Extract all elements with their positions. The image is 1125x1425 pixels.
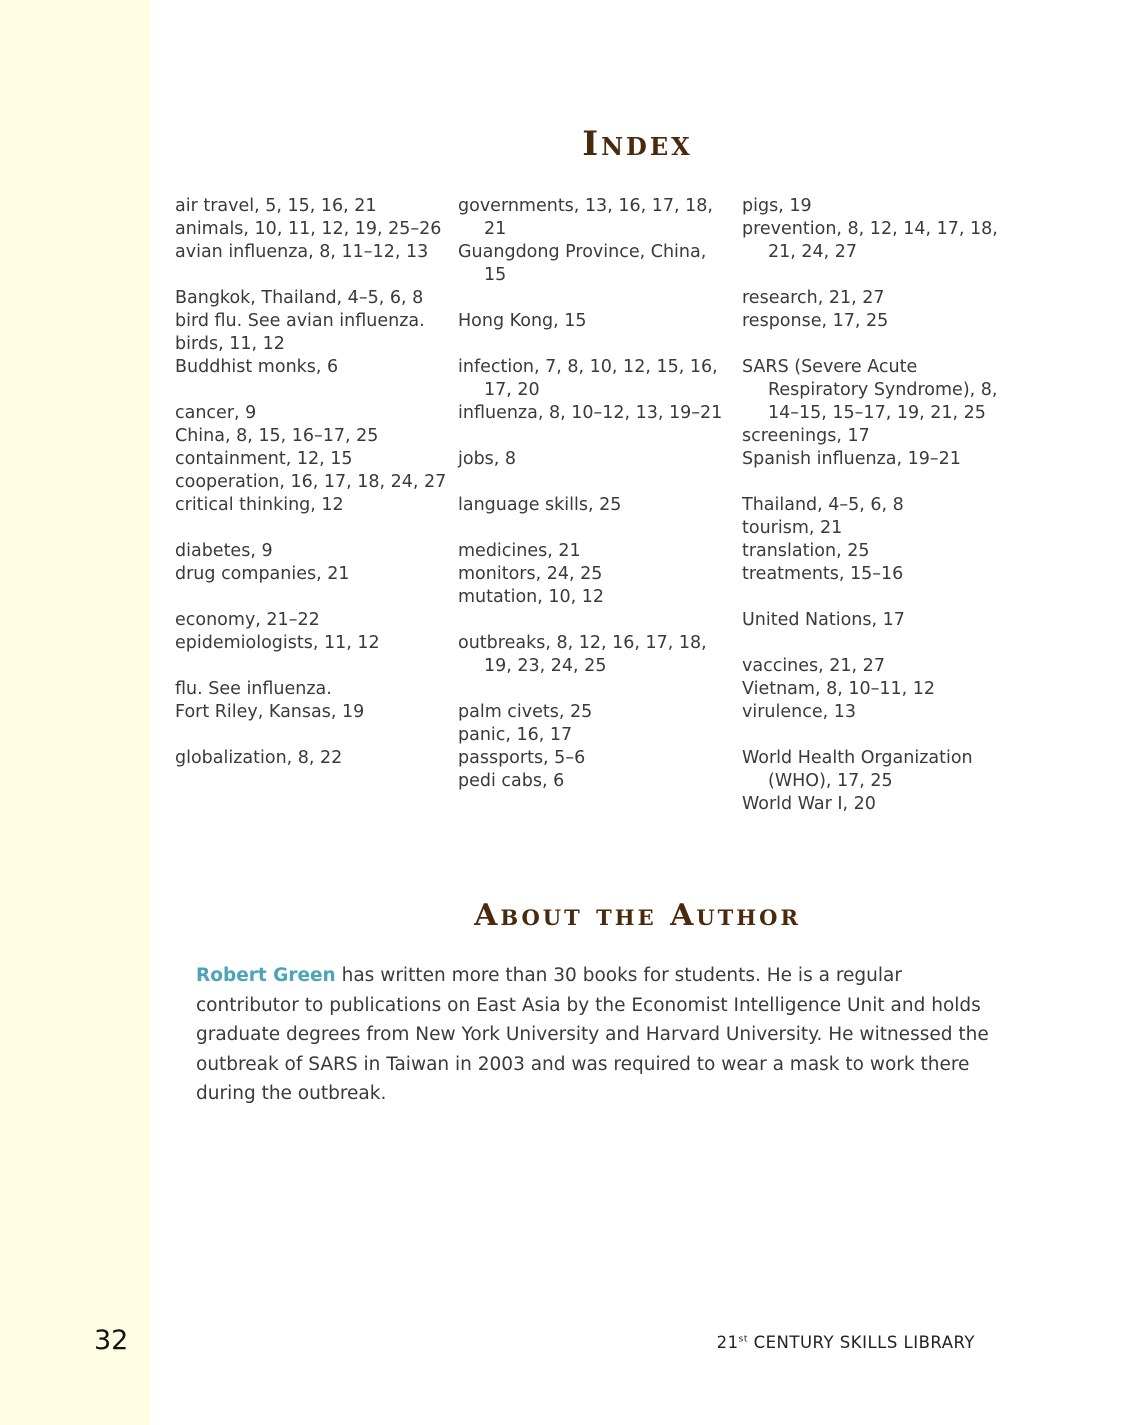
author-bio [196,961,996,1109]
index-entry: Vietnam, 8, 10–11, 12 [742,679,936,699]
index-entry: cancer, 9 [175,403,257,423]
index-letter-group [458,448,730,471]
index-entry: economy, 21–22 [175,610,320,630]
series-name: CENTURY SKILLS LIBRARY [747,1333,975,1352]
index-letter-group [742,195,1014,264]
index-entry: translation, 25 [742,541,870,561]
index-letter-group [458,701,730,793]
index-entry: epidemiologists, 11, 12 [175,633,380,653]
index-letter-group [175,287,447,379]
series-number: 21 [716,1333,739,1352]
index-entry: World War I, 20 [742,794,876,814]
index-entry: SARS (Severe Acute Respiratory Syndrome), 8, 14–15, 15–17, 19, 21, 25 [742,357,998,423]
index-entry: screenings, 17 [742,426,870,446]
page-number: 32 [94,1325,129,1356]
index-letter-group [742,747,1014,816]
index-letter-group [175,609,447,655]
index-entry: air travel, 5, 15, 16, 21 [175,196,377,216]
index-entry: pigs, 19 [742,196,812,216]
index-entry: avian influenza, 8, 11–12, 13 [175,242,429,262]
index-entry: passports, 5–6 [458,748,586,768]
index-entry: response, 17, 25 [742,311,889,331]
index-column-2 [458,195,730,816]
index-entry: virulence, 13 [742,702,857,722]
index-entry: research, 21, 27 [742,288,885,308]
about-author-title: About the Author [474,898,801,933]
index-entry: containment, 12, 15 [175,449,353,469]
index-entry: birds, 11, 12 [175,334,285,354]
index-entry: influenza, 8, 10–12, 13, 19–21 [458,403,723,423]
index-entry: outbreaks, 8, 12, 16, 17, 18, 19, 23, 24, 25 [458,633,707,676]
index-entry: prevention, 8, 12, 14, 17, 18, 21, 24, 27 [742,219,998,262]
index-entry: China, 8, 15, 16–17, 25 [175,426,379,446]
index-letter-group [742,609,1014,632]
index-entry: monitors, 24, 25 [458,564,603,584]
index-entry: United Nations, 17 [742,610,905,630]
index-letter-group [175,402,447,517]
index-entry: treatments, 15–16 [742,564,904,584]
index-entry: cooperation, 16, 17, 18, 24, 27 [175,472,447,492]
index-entry: tourism, 21 [742,518,843,538]
index-entry: flu. See influenza. [175,679,332,699]
index-entry: Thailand, 4–5, 6, 8 [742,495,904,515]
index-entry: governments, 13, 16, 17, 18, 21 [458,196,713,239]
index-entry: palm civets, 25 [458,702,593,722]
index-letter-group [175,678,447,724]
index-letter-group [742,655,1014,724]
index-letter-group [742,287,1014,333]
index-entry: animals, 10, 11, 12, 19, 25–26 [175,219,442,239]
index-letter-group [458,195,730,287]
author-bio-text: has written more than 30 books for students. He is a regular contributor to publications on East Asia by the Economist Intelligence Unit and holds graduate degrees from New York University and Harvard University. He witnessed the outbreak of SARS in Taiwan in 2003 and was required to wear a mask to work there during the outbreak. [196,965,989,1104]
index-entry: Fort Riley, Kansas, 19 [175,702,365,722]
index-entry: panic, 16, 17 [458,725,573,745]
index-letter-group [458,356,730,425]
index-column-1 [175,195,447,793]
index-entry: Hong Kong, 15 [458,311,587,331]
index-entry: drug companies, 21 [175,564,350,584]
series-title [717,1333,975,1352]
series-ordinal: st [738,1334,748,1345]
index-entry: medicines, 21 [458,541,581,561]
index-entry: Buddhist monks, 6 [175,357,339,377]
index-column-3 [742,195,1014,839]
index-entry: globalization, 8, 22 [175,748,343,768]
index-entry: bird flu. See avian influenza. [175,311,425,331]
index-entry: World Health Organization (WHO), 17, 25 [742,748,973,791]
index-letter-group [175,195,447,264]
index-letter-group [742,494,1014,586]
index-entry: Spanish influenza, 19–21 [742,449,961,469]
index-title: Index [582,124,693,164]
index-entry: Bangkok, Thailand, 4–5, 6, 8 [175,288,424,308]
index-entry: vaccines, 21, 27 [742,656,885,676]
index-entry: diabetes, 9 [175,541,273,561]
margin-strip [0,0,150,1425]
index-letter-group [175,747,447,770]
author-name: Robert Green [196,965,336,986]
index-entry: pedi cabs, 6 [458,771,565,791]
index-letter-group [458,494,730,517]
index-letter-group [742,356,1014,471]
index-entry: critical thinking, 12 [175,495,344,515]
index-entry: Guangdong Province, China, 15 [458,242,707,285]
index-letter-group [175,540,447,586]
index-entry: language skills, 25 [458,495,622,515]
index-entry: jobs, 8 [458,449,517,469]
index-letter-group [458,540,730,609]
index-entry: infection, 7, 8, 10, 12, 15, 16, 17, 20 [458,357,718,400]
index-entry: mutation, 10, 12 [458,587,605,607]
index-letter-group [458,632,730,678]
index-letter-group [458,310,730,333]
